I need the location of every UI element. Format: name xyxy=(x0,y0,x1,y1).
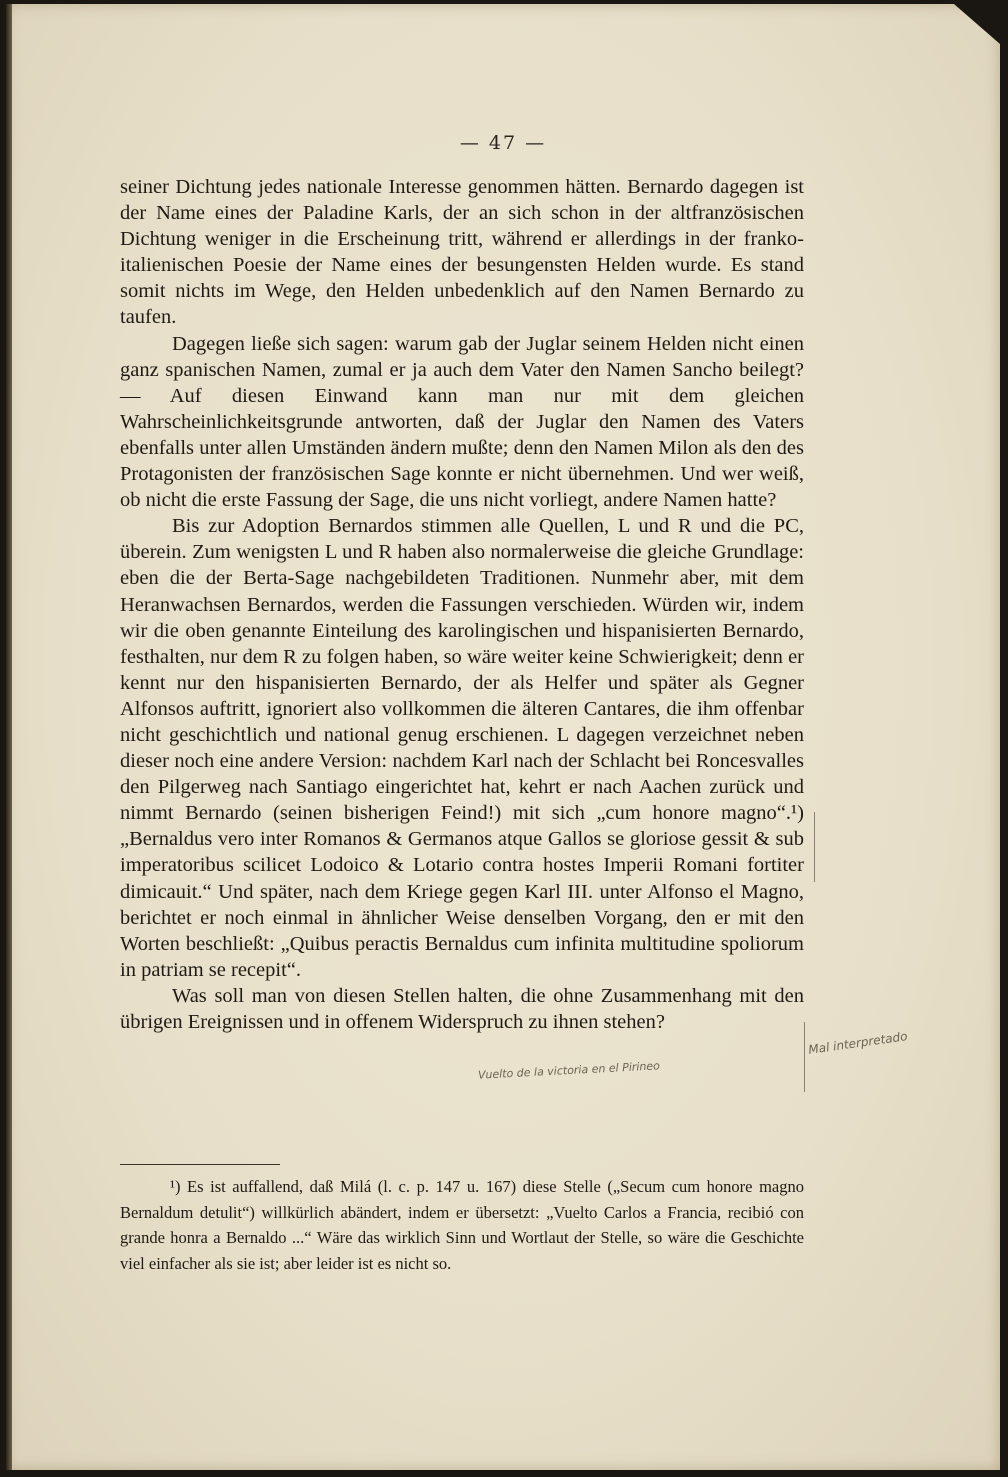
main-text xyxy=(120,174,804,1035)
paragraph-3: Bis zur Adoption Bernardos stimmen alle Quellen, L und R und die PC, überein. Zum wenigsten L und R haben also normalerweise die gleiche Grundlage: eben die der Berta-Sage nachgebildeten Traditionen. Nunmehr aber, mit dem Heranwachsen Bernardos, werden die Fassungen verschieden. Würden wir, indem wir die oben genannte Einteilung des karolingischen und hispanisierten Bernardo, festhalten, nur dem R zu folgen haben, so wäre weiter keine Schwierigkeit; denn er kennt nur den hispanisierten Bernardo, der als Helfer und später als Gegner Alfonsos auftritt, ignoriert also vollkommen die älteren Cantares, die ihm offenbar nicht geschichtlich und national genug erschienen. L dagegen verzeichnet neben dieser noch eine andere Version: nachdem Karl nach der Schlacht bei Roncesvalles den Pilgerweg nach Santiago eingerichtet hat, kehrt er nach Aachen zurück und nimmt Bernardo (seinen bisherigen Feind!) mit sich „cum honore magno“.¹) „Bernaldus vero inter Romanos & Germanos atque Gallos se gloriose gessit & sub imperatoribus scilicet Lodoico & Lotario contra hostes Imperii Romani fortiter dimicauit.“ Und später, nach dem Kriege gegen Karl III. unter Alfonso el Magno, berichtet er noch einmal in ähnlicher Weise denselben Vorgang, den er mit den Worten beschließt: „Quibus peractis Bernaldus cum infinita multitudine spoliorum in patriam se recepit“. xyxy=(120,515,804,981)
margin-bracket xyxy=(804,1022,805,1092)
margin-pencil-mark xyxy=(814,812,815,882)
footnote-text: ¹) Es ist auffallend, daß Milá (l. c. p. 147 u. 167) diese Stelle („Secum cum honore magno Bernaldum detulit“) willkürlich abändert, indem er übersetzt: „Vuelto Carlos a Francia, recibió con grande honra a Bernaldo ...“ Wäre das wirklich Sinn und Wortlaut der Stelle, so wäre die Geschichte viel einfacher als sie ist; aber leider ist es nicht so. xyxy=(120,1177,804,1273)
page-number: — 47 — xyxy=(459,132,547,154)
footnote xyxy=(120,1174,804,1276)
interlinear-handwritten-note: Vuelto de la victoria en el Pirineo xyxy=(477,1059,661,1082)
page-edge xyxy=(6,4,12,1470)
paragraph-2: Dagegen ließe sich sagen: warum gab der Juglar seinem Helden nicht einen ganz spanischen Namen, zumal er ja auch dem Vater den Namen Sancho beilegt? — Auf diesen Einwand kann man nur mit dem gleichen Wahrscheinlichkeitsgrunde antworten, daß der Juglar den Namen des Vaters ebenfalls unter allen Umständen ändern mußte; denn den Namen Milon als den des Protagonisten der französischen Sage konnte er nicht übernehmen. Und wer weiß, ob nicht die erste Fassung der Sage, die uns nicht vorliegt, andere Namen hatte? xyxy=(120,332,804,512)
torn-corner xyxy=(954,4,1000,44)
paragraph-4: Was soll man von diesen Stellen halten, die ohne Zusammenhang mit den übrigen Ereignissen und in offenem Widerspruch zu ihnen stehen? xyxy=(120,984,804,1033)
footnote-rule xyxy=(120,1164,280,1165)
book-page xyxy=(6,4,1000,1470)
paragraph-1: seiner Dichtung jedes nationale Interesse genommen hätten. Bernardo dagegen ist der Name eines der Paladine Karls, der an sich schon in der altfranzösischen Dichtung weniger in die Erscheinung tritt, während er allerdings in der franko-italienischen Poesie der Name eines der besungensten Helden wurde. Es stand somit nichts im Wege, den Helden unbedenklich auf den Namen Bernardo zu taufen. xyxy=(120,176,804,329)
margin-handwritten-note: Mal interpretado xyxy=(807,1029,909,1057)
